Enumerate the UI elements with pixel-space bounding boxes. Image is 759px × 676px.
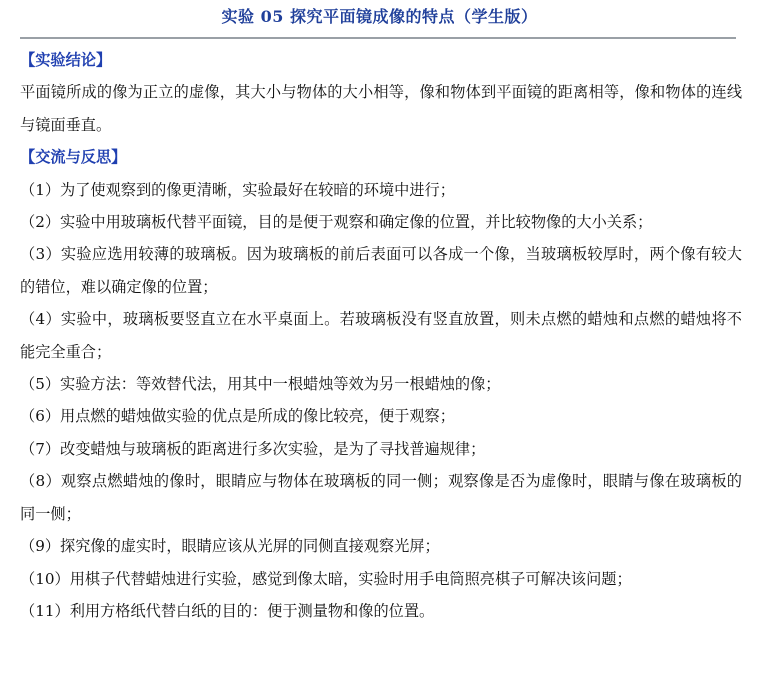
document-title: 实验 05 探究平面镜成像的特点（学生版） (221, 7, 538, 26)
reflection-item-8: （8）观察点燃蜡烛的像时，眼睛应与物体在玻璃板的同一侧；观察像是否为虚像时，眼睛与像在玻璃板的同一侧； (20, 472, 742, 523)
reflection-item-3: （3）实验应选用较薄的玻璃板。因为玻璃板的前后表面可以各成一个像，当玻璃板较厚时，两个像有较大的错位，难以确定像的位置； (20, 245, 742, 296)
reflection-item-6: （6）用点燃的蜡烛做实验的优点是所成的像比较亮，便于观察； (20, 407, 455, 426)
document-body (20, 44, 742, 627)
reflection-item-1: （1）为了使观察到的像更清晰，实验最好在较暗的环境中进行； (20, 180, 455, 199)
conclusion-text: 平面镜所成的像为正立的虚像，其大小与物体的大小相等，像和物体到平面镜的距离相等，像和物体的连线与镜面垂直。 (20, 83, 742, 134)
conclusion-heading: 【实验结论】 (20, 51, 112, 69)
reflection-item-2: （2）实验中用玻璃板代替平面镜，目的是便于观察和确定像的位置，并比较物像的大小关系； (20, 213, 653, 232)
reflection-item-9: （9）探究像的虚实时，眼睛应该从光屏的同侧直接观察光屏； (20, 537, 440, 556)
title-divider (20, 37, 736, 39)
reflection-item-10: （10）用棋子代替蜡烛进行实验，感觉到像太暗，实验时用手电筒照亮棋子可解决该问题； (20, 569, 632, 588)
reflection-item-4: （4）实验中，玻璃板要竖直立在水平桌面上。若玻璃板没有竖直放置，则未点燃的蜡烛和点燃的蜡烛将不能完全重合； (20, 310, 742, 361)
reflection-item-11: （11）利用方格纸代替白纸的目的：便于测量物和像的位置。 (20, 601, 435, 620)
reflection-item-7: （7）改变蜡烛与玻璃板的距离进行多次实验，是为了寻找普遍规律； (20, 439, 486, 458)
reflection-item-5: （5）实验方法：等效替代法，用其中一根蜡烛等效为另一根蜡烛的像； (20, 375, 501, 394)
reflection-heading: 【交流与反思】 (20, 148, 127, 167)
